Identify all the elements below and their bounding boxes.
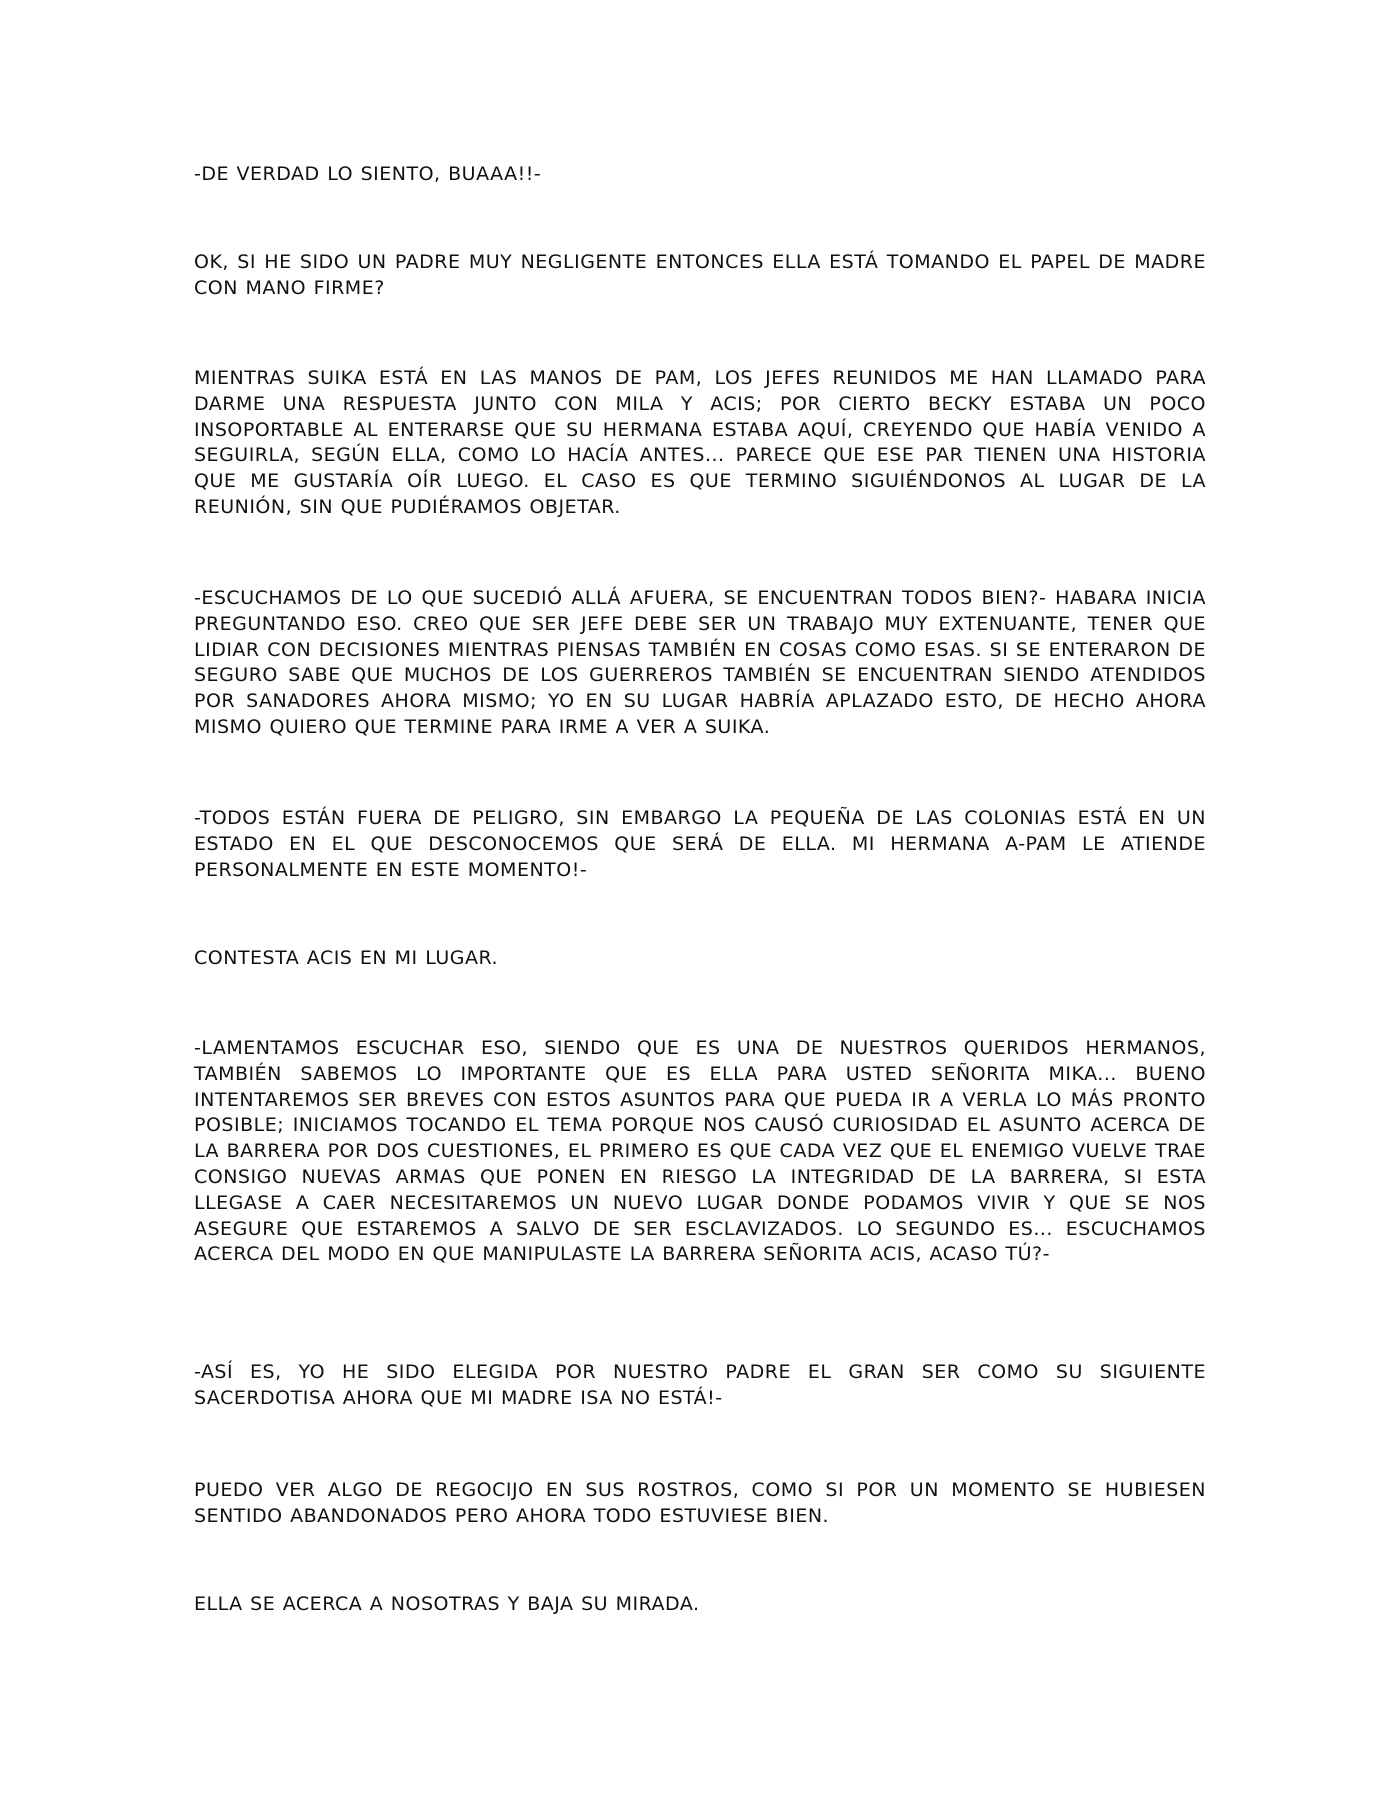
paragraph-9: PUEDO VER ALGO DE REGOCIJO EN SUS ROSTROS, COMO SI POR UN MOMENTO SE HUBIESEN SENTIDO ABANDONADOS PERO AHORA TODO ESTUVIESE BIEN. xyxy=(194,1479,1206,1527)
paragraph-7: -LAMENTAMOS ESCUCHAR ESO, SIENDO QUE ES UNA DE NUESTROS QUERIDOS HERMANOS, TAMBIÉN SABEMOS LO IMPORTANTE QUE ES ELLA PARA USTED SEÑORITA MIKA... BUENO INTENTAREMOS SER BREVES CON ESTOS ASUNTOS PARA QUE PUEDA IR A VERLA LO MÁS PRONTO POSIBLE; INICIAMOS TOCANDO EL TEMA PORQUE NOS CAUSÓ CURIOSIDAD EL ASUNTO ACERCA DE LA BARRERA POR DOS CUESTIONES, EL PRIMERO ES QUE CADA VEZ QUE EL ENEMIGO VUELVE TRAE CONSIGO NUEVAS ARMAS QUE PONEN EN RIESGO LA INTEGRIDAD DE LA BARRERA, SI ESTA LLEGASE A CAER NECESITAREMOS UN NUEVO LUGAR DONDE PODAMOS VIVIR Y QUE SE NOS ASEGURE QUE ESTAREMOS A SALVO DE SER ESCLAVIZADOS. LO SEGUNDO ES... ESCUCHAMOS ACERCA DEL MODO EN QUE MANIPULASTE LA BARRERA SEÑORITA ACIS, ACASO TÚ?- xyxy=(194,1037,1206,1266)
paragraph-3: MIENTRAS SUIKA ESTÁ EN LAS MANOS DE PAM, LOS JEFES REUNIDOS ME HAN LLAMADO PARA DARME UNA RESPUESTA JUNTO CON MILA Y ACIS; POR CIERTO BECKY ESTABA UN POCO INSOPORTABLE AL ENTERARSE QUE SU HERMANA ESTABA AQUÍ, CREYENDO QUE HABÍA VENIDO A SEGUIRLA, SEGÚN ELLA, COMO LO HACÍA ANTES... PARECE QUE ESE PAR TIENEN UNA HISTORIA QUE ME GUSTARÍA OÍR LUEGO. EL CASO ES QUE TERMINO SIGUIÉNDONOS AL LUGAR DE LA REUNIÓN, SIN QUE PUDIÉRAMOS OBJETAR. xyxy=(194,367,1206,518)
paragraph-1: -DE VERDAD LO SIENTO, BUAAA!!- xyxy=(194,163,542,185)
paragraph-6: CONTESTA ACIS EN MI LUGAR. xyxy=(194,947,499,969)
paragraph-4: -ESCUCHAMOS DE LO QUE SUCEDIÓ ALLÁ AFUERA, SE ENCUENTRAN TODOS BIEN?- HABARA INICIA PREGUNTANDO ESO. CREO QUE SER JEFE DEBE SER UN TRABAJO MUY EXTENUANTE, TENER QUE LIDIAR CON DECISIONES MIENTRAS PIENSAS TAMBIÉN EN COSAS COMO ESAS. SI SE ENTERARON DE SEGURO SABE QUE MUCHOS DE LOS GUERREROS TAMBIÉN SE ENCUENTRAN SIENDO ATENDIDOS POR SANADORES AHORA MISMO; YO EN SU LUGAR HABRÍA APLAZADO ESTO, DE HECHO AHORA MISMO QUIERO QUE TERMINE PARA IRME A VER A SUIKA. xyxy=(194,587,1206,738)
paragraph-2: OK, SI HE SIDO UN PADRE MUY NEGLIGENTE ENTONCES ELLA ESTÁ TOMANDO EL PAPEL DE MADRE CON MANO FIRME? xyxy=(194,251,1206,299)
paragraph-8: -ASÍ ES, YO HE SIDO ELEGIDA POR NUESTRO PADRE EL GRAN SER COMO SU SIGUIENTE SACERDOTISA AHORA QUE MI MADRE ISA NO ESTÁ!- xyxy=(194,1361,1206,1409)
paragraph-5: -TODOS ESTÁN FUERA DE PELIGRO, SIN EMBARGO LA PEQUEÑA DE LAS COLONIAS ESTÁ EN UN ESTADO EN EL QUE DESCONOCEMOS QUE SERÁ DE ELLA. MI HERMANA A-PAM LE ATIENDE PERSONALMENTE EN ESTE MOMENTO!- xyxy=(194,807,1206,881)
paragraph-10: ELLA SE ACERCA A NOSOTRAS Y BAJA SU MIRADA. xyxy=(194,1593,700,1615)
